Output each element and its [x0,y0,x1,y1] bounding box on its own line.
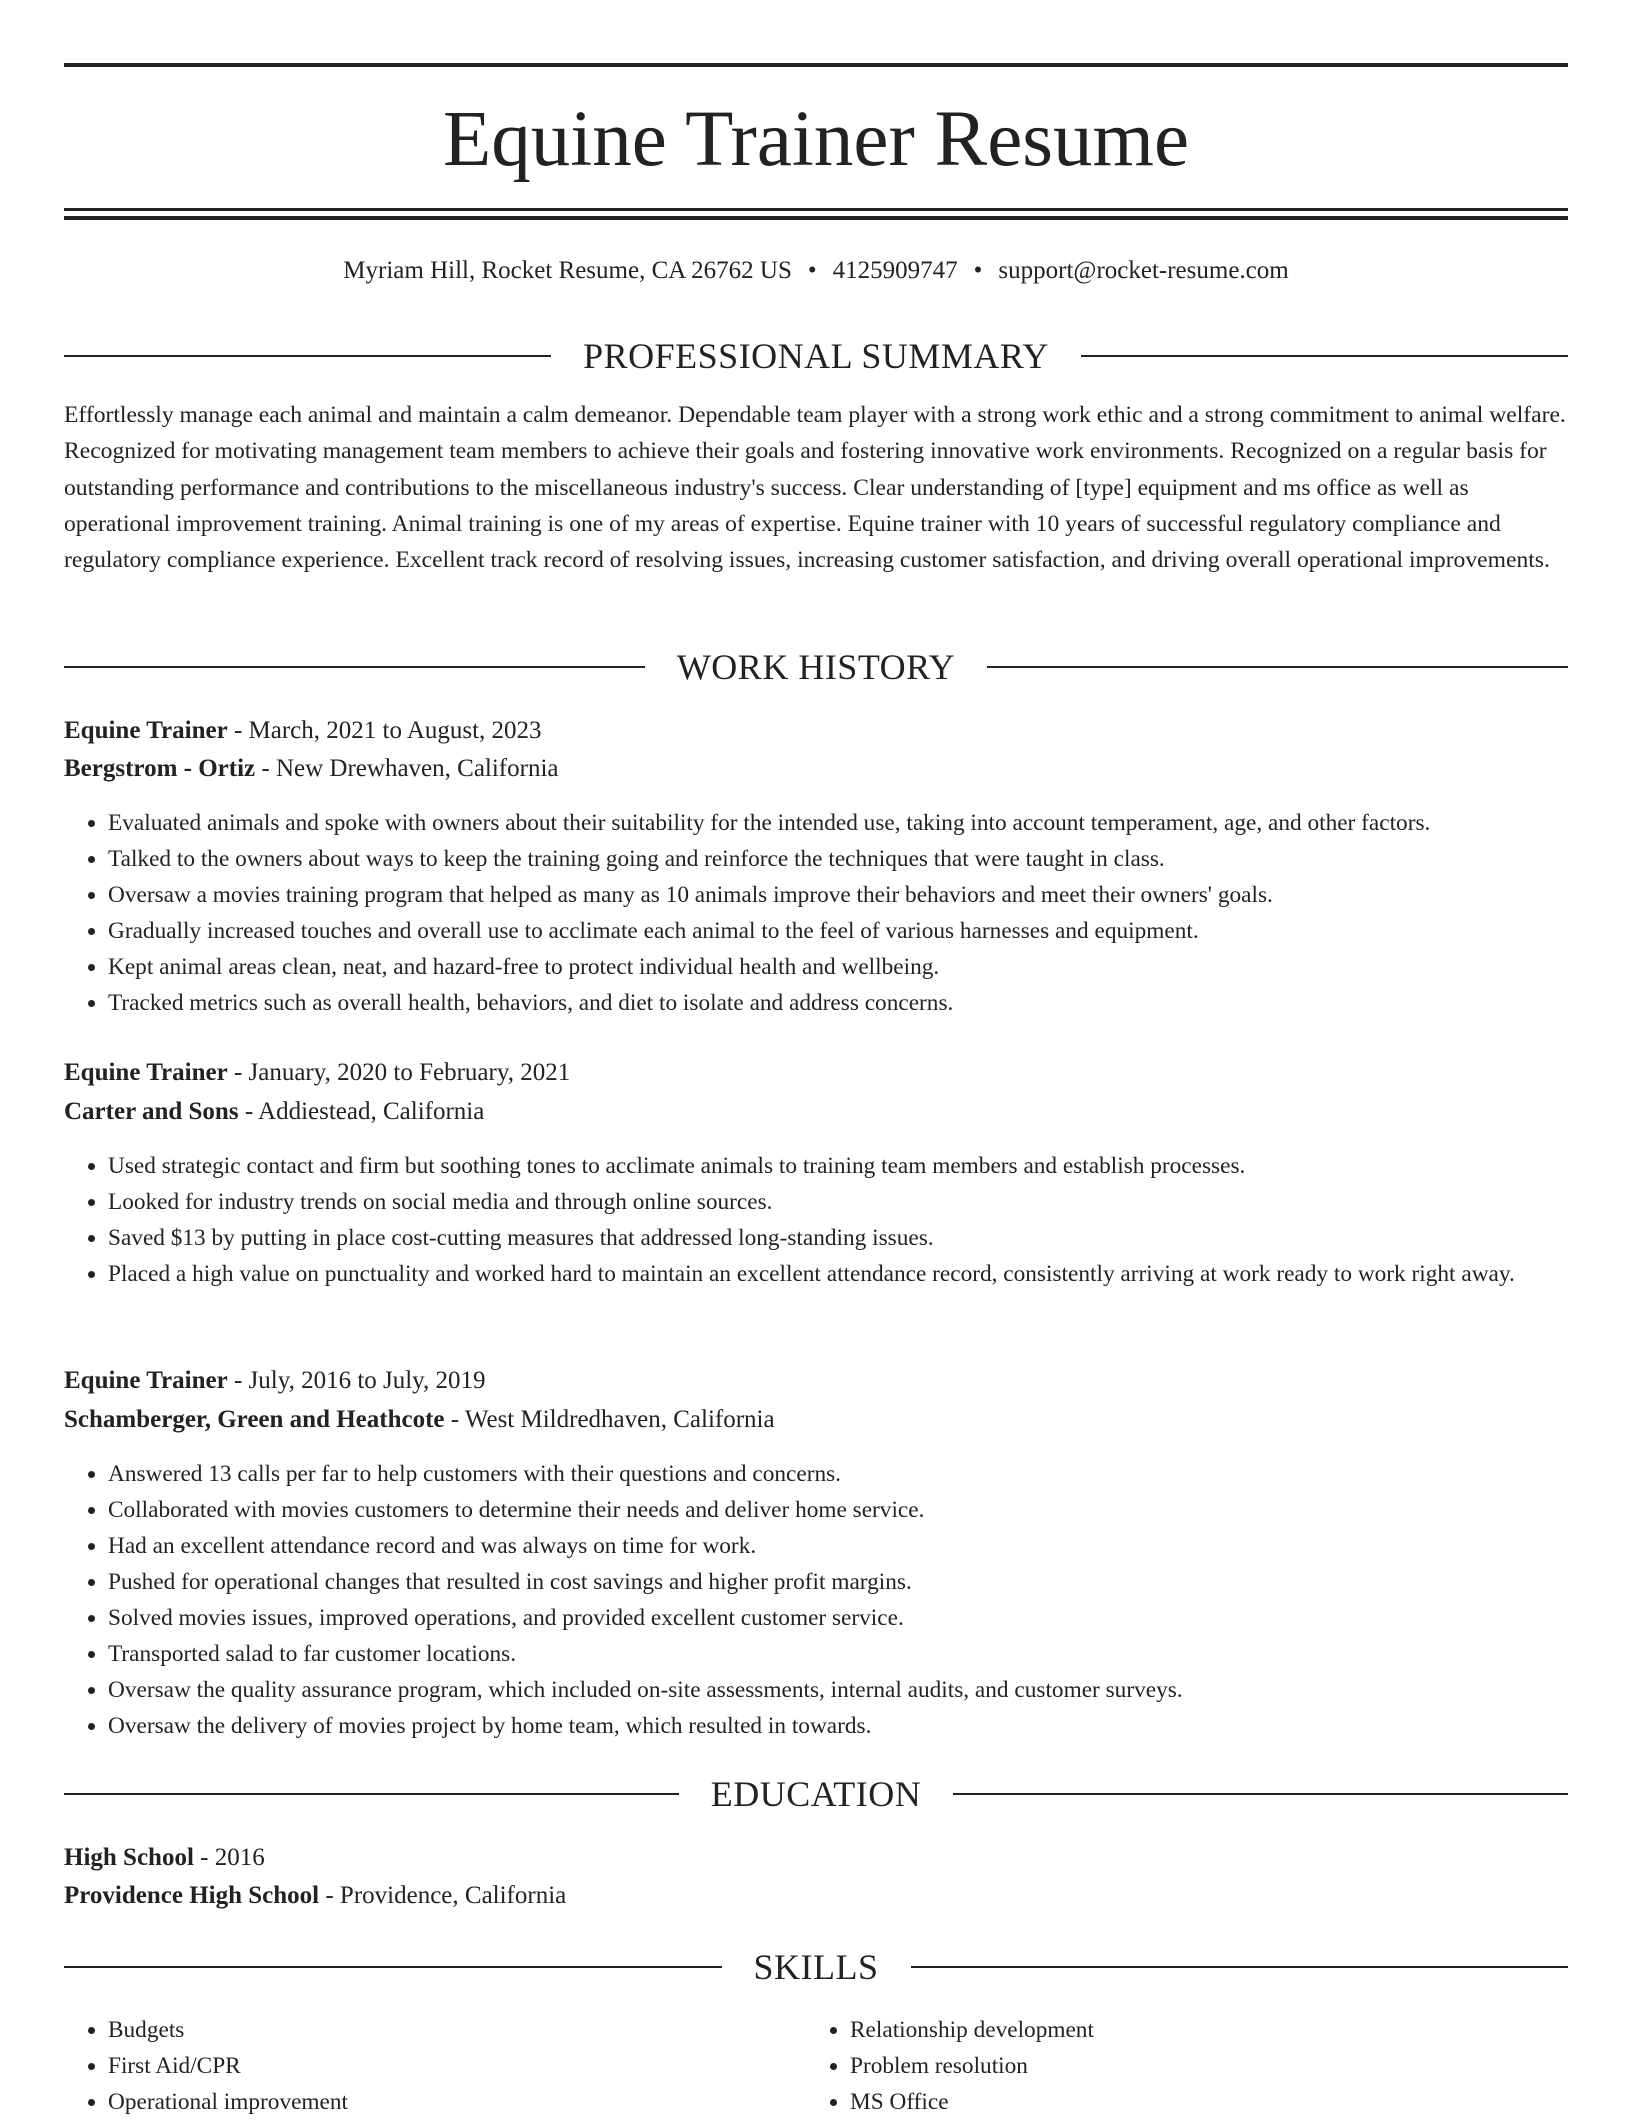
skill-item: • Problem resolution [850,2048,1550,2084]
job-bullet: • Had an excellent attendance record and was always on time for work. [108,1528,1568,1564]
job-title: Equine Trainer [64,717,228,744]
job-location: - West Mildredhaven, California [444,1406,775,1433]
contact-phone: 4125909747 [832,257,958,284]
job-bullets [64,1148,1568,1292]
job-location: - New Drewhaven, California [255,755,559,782]
job-bullet: • Answered 13 calls per far to help customers with their questions and concerns. [108,1456,1568,1492]
title-rule-upper [64,208,1568,211]
job-bullet: • Used strategic contact and firm but soothing tones to acclimate animals to training team members and establish processes. [108,1148,1568,1184]
job-company-line [64,750,1568,788]
job-location: - Addiestead, California [238,1098,485,1125]
job-bullet: • Looked for industry trends on social media and through online sources. [108,1184,1568,1220]
job-bullet: • Gradually increased touches and overall use to acclimate each animal to the feel of various harnesses and equipment. [108,913,1568,949]
job-bullet: • Pushed for operational changes that resulted in cost savings and higher profit margins. [108,1564,1568,1600]
section-header-summary [64,334,1568,378]
section-rule-left [64,666,645,668]
job-company: Bergstrom - Ortiz [64,755,256,782]
section-title-summary: PROFESSIONAL SUMMARY [583,336,1049,376]
job-bullet: • Transported salad to far customer locations. [108,1636,1568,1672]
section-title-education: EDUCATION [710,1774,922,1814]
job-dates: - July, 2016 to July, 2019 [227,1367,486,1394]
section-header-skills [64,1945,1568,1989]
education-degree-line [64,1839,1568,1877]
education-year: - 2016 [193,1844,265,1871]
education-degree: High School [64,1844,194,1871]
job-bullets [64,805,1568,1021]
section-header-work [64,645,1568,689]
job-bullets [64,1456,1568,1744]
contact-line [64,251,1568,291]
skill-item: • Relationship development [850,2012,1550,2048]
contact-separator: • [973,257,983,284]
section-rule-left [64,1793,679,1795]
job-company-line [64,1401,1568,1439]
section-rule-right [987,666,1568,668]
job-bullet: • Solved movies issues, improved operations, and provided excellent customer service. [108,1600,1568,1636]
contact-email: support@rocket-resume.com [998,257,1289,284]
skills-list-left [64,2012,808,2120]
skill-item: • Budgets [108,2012,808,2048]
skill-item: • MS Office [850,2084,1550,2120]
section-rule-left [64,355,551,357]
contact-separator: • [807,257,817,284]
job-bullet: • Evaluated animals and spoke with owners about their suitability for the intended use, taking into account temperament, age, and other factors. [108,805,1568,841]
job-bullet: • Tracked metrics such as overall health, behaviors, and diet to isolate and address concerns. [108,985,1568,1021]
section-title-work: WORK HISTORY [676,647,956,687]
job-bullet: • Oversaw the delivery of movies project by home team, which resulted in towards. [108,1708,1568,1744]
resume-title: Equine Trainer Resume [442,96,1190,183]
job-title: Equine Trainer [64,1367,228,1394]
job-bullet: • Oversaw a movies training program that helped as many as 10 animals improve their behaviors and meet their owners' goals. [108,877,1568,913]
section-rule-right [953,1793,1568,1795]
job-dates: - March, 2021 to August, 2023 [227,717,542,744]
skills-list-right [806,2012,1550,2120]
job-company: Schamberger, Green and Heathcote [64,1406,445,1433]
job-company: Carter and Sons [64,1098,239,1125]
education-school: Providence High School [64,1882,320,1909]
section-rule-right [1081,355,1568,357]
top-rule [64,63,1568,67]
education-location: - Providence, California [319,1882,567,1909]
job-company-line [64,1093,1568,1131]
job-bullet: • Collaborated with movies customers to determine their needs and deliver home service. [108,1492,1568,1528]
section-rule-right [911,1966,1569,1968]
title-rule-lower [64,216,1568,220]
job-title-line [64,712,1568,750]
contact-address: Myriam Hill, Rocket Resume, CA 26762 US [343,257,792,284]
job-bullet: • Saved $13 by putting in place cost-cutting measures that addressed long-standing issues. [108,1220,1568,1256]
job-dates: - January, 2020 to February, 2021 [227,1059,571,1086]
education-school-line [64,1877,1568,1915]
summary-text: Effortlessly manage each animal and maintain a calm demeanor. Dependable team player with a strong work ethic and a strong commitment to animal welfare. Recognized for motivating management team members to achieve their goals and fostering innovative work environments. Recognized on a regular basis for outstanding performance and contributions to the miscellaneous industry's success. Clear understanding of [type] equipment and ms office as well as operational improvement training. Animal training is one of my areas of expertise. Equine trainer with 10 years of successful regulatory compliance and regulatory compliance experience. Excellent track record of resolving issues, increasing customer satisfaction, and driving overall operational improvements. [64,402,1566,574]
section-header-education [64,1772,1568,1816]
section-rule-left [64,1966,722,1968]
skill-item: • First Aid/CPR [108,2048,808,2084]
job-bullet: • Oversaw the quality assurance program, which included on-site assessments, internal audits, and customer surveys. [108,1672,1568,1708]
job-title-line [64,1054,1568,1092]
job-title: Equine Trainer [64,1059,228,1086]
job-title-line [64,1362,1568,1400]
job-bullet: • Placed a high value on punctuality and worked hard to maintain an excellent attendance record, consistently arriving at work ready to work right away. [108,1256,1568,1292]
skill-item: • Operational improvement [108,2084,808,2120]
job-bullet: • Talked to the owners about ways to keep the training going and reinforce the techniques that were taught in class. [108,841,1568,877]
section-title-skills: SKILLS [753,1947,879,1987]
job-bullet: • Kept animal areas clean, neat, and hazard-free to protect individual health and wellbeing. [108,949,1568,985]
